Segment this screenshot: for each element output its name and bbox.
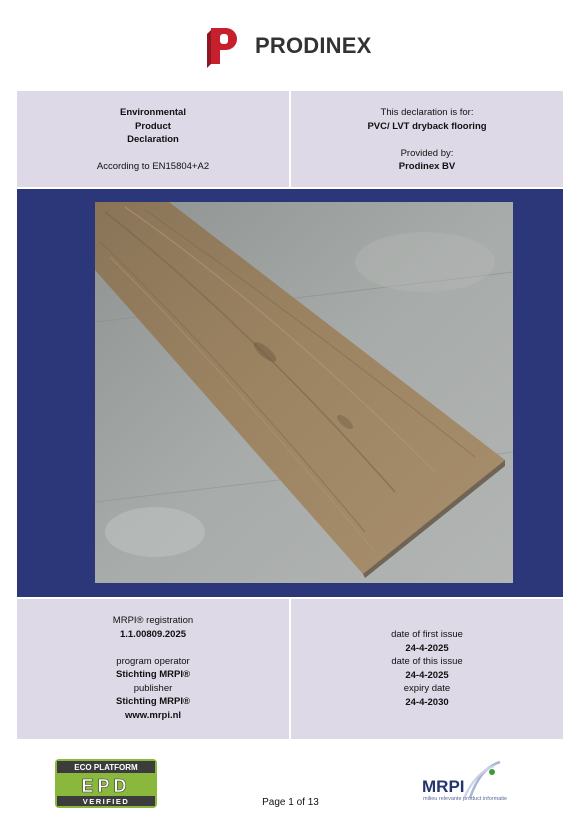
program-operator: Stichting MRPI® (115, 669, 191, 680)
title-line-1: Environmental (120, 107, 186, 118)
first-issue-date: 24-4-2025 (405, 642, 449, 654)
expiry-date: 24-4-2030 (405, 696, 449, 708)
website-link[interactable]: www.mrpi.nl (124, 709, 182, 721)
provided-by-label: Provided by: (400, 147, 454, 159)
publisher-label: publisher (133, 682, 173, 694)
epd-bottom-text: VERIFIED (82, 797, 130, 806)
prodinex-logo (205, 24, 372, 68)
product-photo-area (17, 189, 563, 597)
title-line-2: Product (135, 120, 171, 132)
standard-text: According to EN15804+A2 (96, 161, 210, 172)
registration-cell (17, 599, 289, 739)
expiry-label: expiry date (403, 683, 451, 694)
floor-plank-image (95, 202, 513, 583)
mrpi-tagline: milieu relevante product informatie (423, 796, 508, 802)
product-name: PVC/ LVT dryback flooring (367, 120, 487, 132)
epd-top-text: ECO PLATFORM (74, 763, 138, 772)
prodinex-p-icon (205, 24, 243, 68)
registration-number: 1.1.00809.2025 (119, 628, 187, 640)
title-line-3: Declaration (127, 134, 179, 145)
page-number: Page 1 of 13 (262, 797, 319, 808)
dates-cell (291, 599, 563, 739)
program-operator-label: program operator (116, 655, 190, 667)
this-issue-label: date of this issue (391, 656, 463, 667)
brand-name: PRODINEX (255, 33, 372, 58)
mrpi-logo-text: MRPI (422, 777, 465, 796)
registration-band (17, 599, 563, 739)
provider-name: Prodinex BV (398, 161, 456, 172)
declaration-header-band (17, 91, 563, 187)
first-issue-label: date of first issue (391, 629, 463, 640)
declaration-for-label: This declaration is for: (380, 107, 474, 118)
registration-label: MRPI® registration (112, 615, 194, 626)
product-photo (95, 202, 513, 583)
declaration-type-cell (17, 91, 289, 187)
product-info-cell (291, 91, 563, 187)
epd-mid-text: EPD (81, 776, 131, 796)
publisher: Stichting MRPI® (115, 696, 191, 707)
this-issue-date: 24-4-2025 (405, 669, 449, 681)
